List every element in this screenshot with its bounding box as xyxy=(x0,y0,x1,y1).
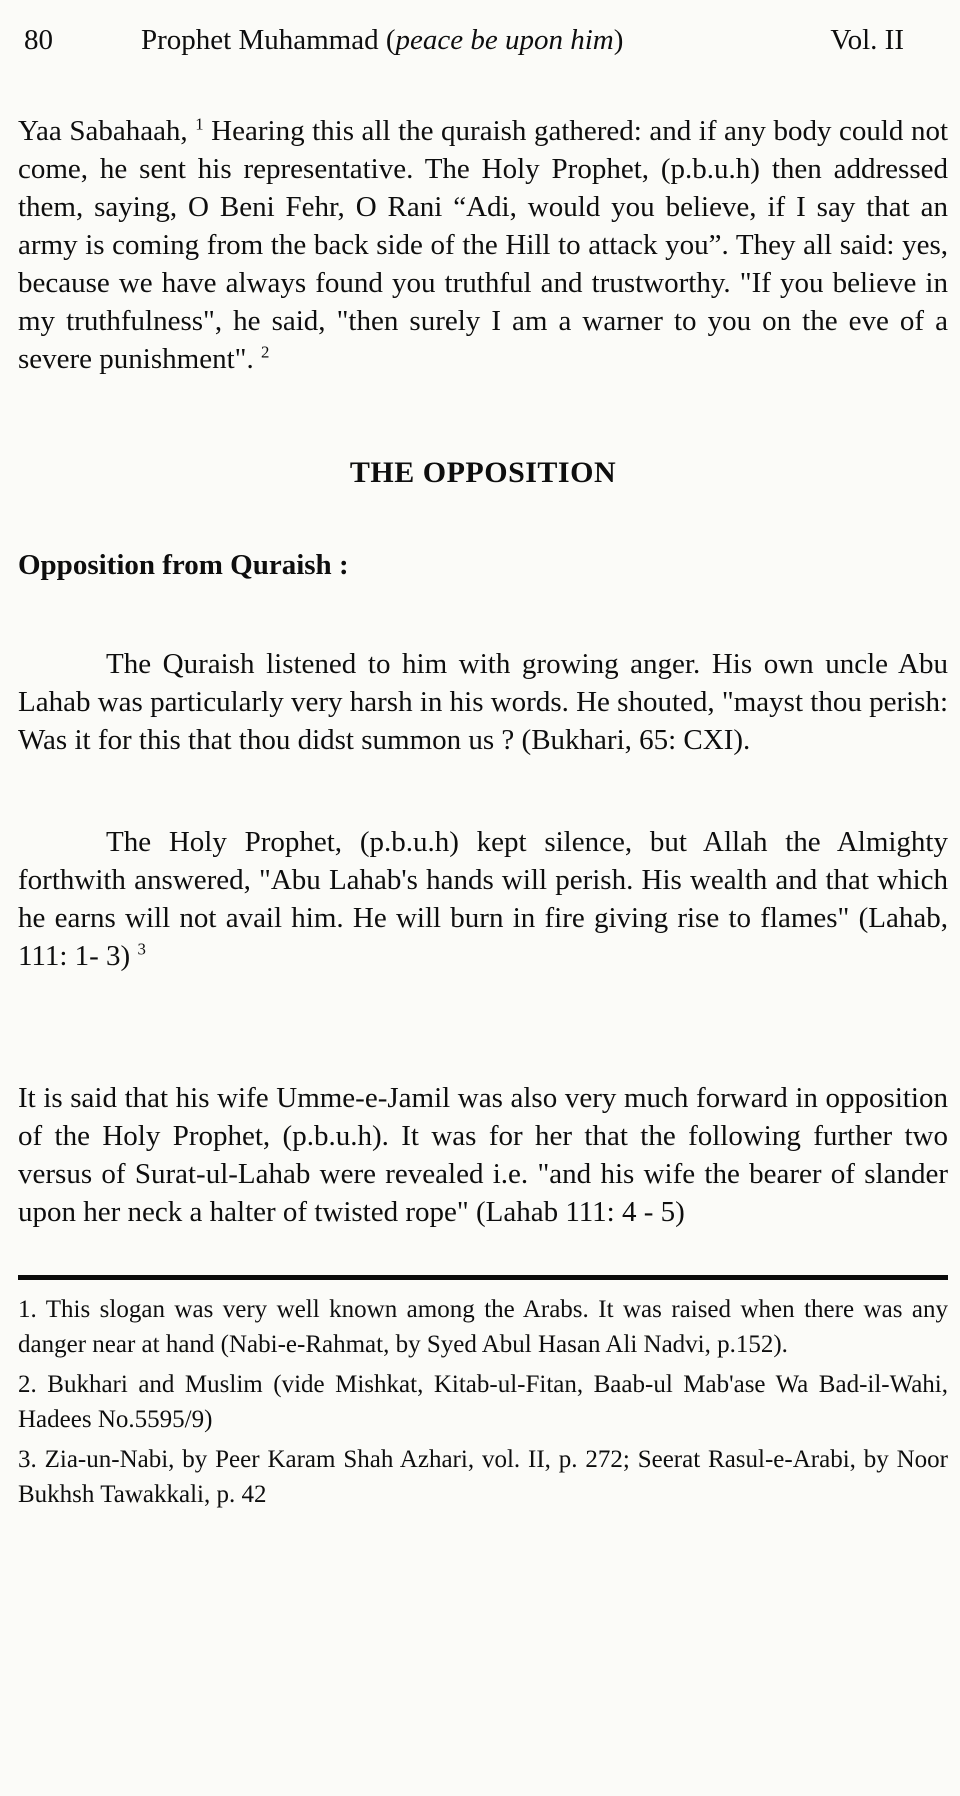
body-paragraph-3 xyxy=(18,823,948,975)
footnote-item-3: 3. Zia-un-Nabi, by Peer Karam Shah Azhari, vol. II, p. 272; Seerat Rasul-e-Arabi, by Noor Bukhsh Tawakkali, p. 42 xyxy=(18,1446,948,1508)
footnote-item-1: 1. This slogan was very well known among the Arabs. It was raised when there was any danger near at hand (Nabi-e-Rahmat, by Syed Abul Hasan Ali Nadvi, p.152). xyxy=(18,1296,948,1358)
footnote-ref-3: 3 xyxy=(137,939,146,959)
footnote-divider-rule xyxy=(18,1275,948,1280)
paragraph-3-text: The Holy Prophet, (p.b.u.h) kept silence, but Allah the Almighty forthwith answered, "Abu Lahab's hands will perish. His wealth and that which he earns will not avail him. He will burn in fire giving rise to flames" (Lahab, 111: 1- 3) xyxy=(18,826,948,972)
running-title-italic: peace be upon him xyxy=(395,24,614,56)
footnote-ref-2: 2 xyxy=(260,342,270,362)
footnote-ref-1: 1 xyxy=(195,114,204,134)
running-title-suffix: ) xyxy=(613,24,624,56)
paragraph-1-text-main: Hearing this all the quraish gathered: and if any body could not come, he sent his representative. The Holy Prophet, (p.b.u.h) then addressed them, saying, O Beni Fehr, O Rani “Adi, would you believe, if I say that an army is coming from the back side of the Hill to attack you”. They all said: yes, because we have always found you truthful and trustworthy. "If you believe in my truthfulness", he said, "then surely I am a warner to you on the eve of a severe punishment". xyxy=(18,115,948,375)
running-title-prefix: Prophet Muhammad ( xyxy=(141,24,396,56)
running-title xyxy=(141,24,623,56)
footnote-item-2: 2. Bukhari and Muslim (vide Mishkat, Kitab-ul-Fitan, Baab-ul Mab'ase Wa Bad-il-Wahi, Hadees No.5595/9) xyxy=(18,1371,948,1433)
body-paragraph-2: The Quraish listened to him with growing anger. His own uncle Abu Lahab was particularly very harsh in his words. He shouted, "mayst thou perish: Was it for this that thou didst summon us ? (Bukhari, 65: CXI). xyxy=(18,648,948,756)
body-paragraph-4: It is said that his wife Umme-e-Jamil was also very much forward in opposition of the Holy Prophet, (p.b.u.h). It was for her that the following further two versus of Surat-ul-Lahab were revealed i.e. "and his wife the bearer of slander upon her neck a halter of twisted rope" (Lahab 111: 4 - 5) xyxy=(18,1082,948,1228)
page-number: 80 xyxy=(24,24,53,56)
volume-label: Vol. II xyxy=(830,24,904,56)
footnotes-section xyxy=(18,1292,948,1512)
body-paragraph-1 xyxy=(18,112,948,378)
section-heading: THE OPPOSITION xyxy=(349,456,617,489)
paragraph-1-text-start: Yaa Sabahaah, xyxy=(18,115,196,147)
subsection-heading: Opposition from Quraish : xyxy=(18,549,349,581)
running-header xyxy=(18,24,948,56)
